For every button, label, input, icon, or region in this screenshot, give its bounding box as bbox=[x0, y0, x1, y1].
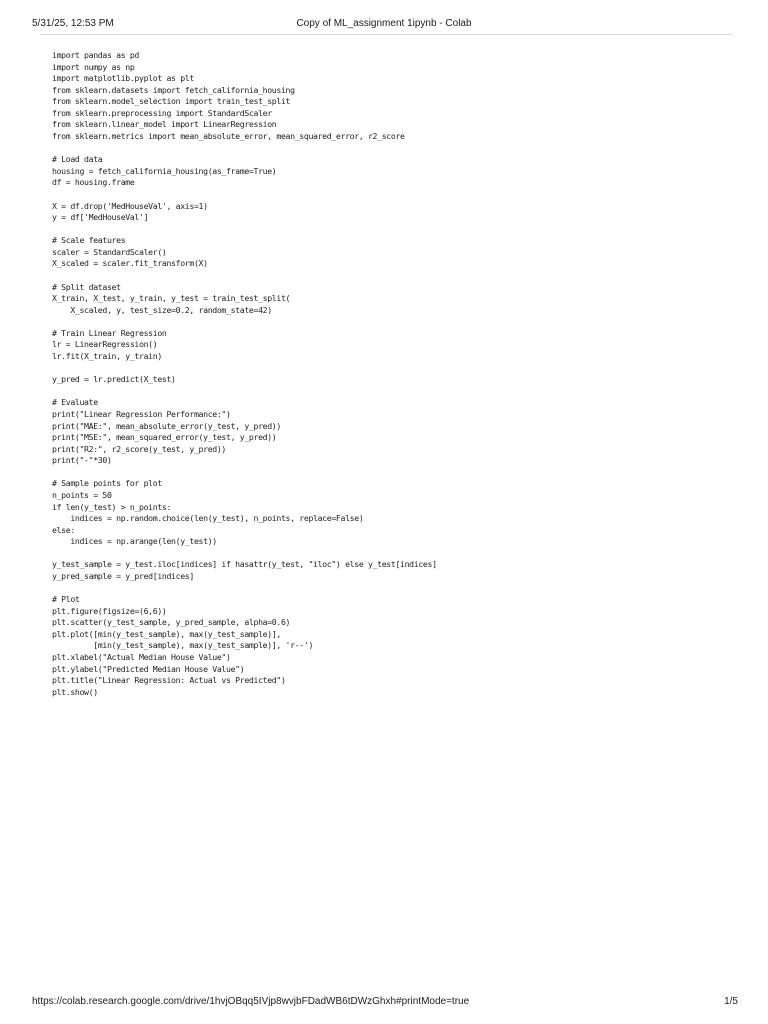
code-line bbox=[52, 386, 712, 398]
document-title: Copy of ML_assignment 1ipynb - Colab bbox=[296, 18, 472, 29]
code-line: # Scale features bbox=[52, 235, 126, 246]
code-line: plt.xlabel("Actual Median House Value") bbox=[52, 652, 231, 663]
code-line: # Split dataset bbox=[52, 281, 121, 292]
code-cell[interactable] bbox=[52, 50, 712, 698]
code-line: [min(y_test_sample), max(y_test_sample)], 'r--') bbox=[52, 640, 314, 651]
code-line: y_pred_sample = y_pred[indices] bbox=[52, 571, 194, 582]
print-footer bbox=[32, 995, 738, 1009]
code-line: X_scaled, y, test_size=0.2, random_state=42) bbox=[52, 304, 272, 315]
code-line: print("R2:", r2_score(y_test, y_pred)) bbox=[52, 443, 227, 454]
code-line: plt.figure(figsize=(6,6)) bbox=[52, 605, 167, 616]
code-line: plt.scatter(y_test_sample, y_pred_sample, alpha=0.6) bbox=[52, 617, 291, 628]
code-line bbox=[52, 363, 712, 375]
code-line: X_scaled = scaler.fit_transform(X) bbox=[52, 258, 208, 269]
code-line: import pandas as pd bbox=[52, 50, 140, 60]
code-line bbox=[52, 224, 712, 236]
code-line: from sklearn.linear_model import LinearRegression bbox=[52, 119, 277, 130]
code-line: # Sample points for plot bbox=[52, 478, 162, 489]
code-line: print("-"*30) bbox=[52, 455, 112, 466]
code-line bbox=[52, 189, 712, 201]
code-line: # Plot bbox=[52, 594, 80, 605]
code-line: indices = np.arange(len(y_test)) bbox=[52, 536, 217, 547]
code-line: y_test_sample = y_test.iloc[indices] if hasattr(y_test, "iloc") else y_test[indices] bbox=[52, 559, 437, 570]
code-line: import numpy as np bbox=[52, 61, 135, 72]
code-line: indices = np.random.choice(len(y_test), n_points, replace=False) bbox=[52, 513, 364, 524]
code-line: X = df.drop('MedHouseVal', axis=1) bbox=[52, 200, 208, 211]
code-line: else: bbox=[52, 524, 75, 535]
code-line: print("MSE:", mean_squared_error(y_test, y_pred)) bbox=[52, 432, 277, 443]
code-line: housing = fetch_california_housing(as_frame=True) bbox=[52, 165, 277, 176]
code-line: # Train Linear Regression bbox=[52, 327, 167, 338]
code-line: n_points = 50 bbox=[52, 489, 112, 500]
code-line: from sklearn.metrics import mean_absolute_error, mean_squared_error, r2_score bbox=[52, 131, 405, 142]
code-line: import matplotlib.pyplot as plt bbox=[52, 73, 194, 84]
page-url: https://colab.research.google.com/drive/1hvjOBqq5IVjp8wvjbFDadWB6tDWzGhxh#printMode=true bbox=[32, 996, 470, 1007]
code-line: from sklearn.datasets import fetch_california_housing bbox=[52, 84, 295, 95]
code-line: from sklearn.model_selection import train_test_split bbox=[52, 96, 291, 107]
code-line: X_train, X_test, y_train, y_test = train_test_split( bbox=[52, 293, 291, 304]
code-line: y_pred = lr.predict(X_test) bbox=[52, 374, 176, 385]
code-line: if len(y_test) > n_points: bbox=[52, 501, 172, 512]
code-line: df = housing.frame bbox=[52, 177, 135, 188]
print-datetime: 5/31/25, 12:53 PM bbox=[32, 18, 114, 29]
header-divider bbox=[40, 34, 732, 35]
code-line bbox=[52, 143, 712, 155]
code-line: # Load data bbox=[52, 154, 103, 165]
code-line: from sklearn.preprocessing import StandardScaler bbox=[52, 107, 272, 118]
print-header bbox=[32, 17, 736, 31]
page-number: 1/5 bbox=[724, 996, 738, 1007]
code-line: plt.ylabel("Predicted Median House Value") bbox=[52, 663, 245, 674]
code-line: plt.title("Linear Regression: Actual vs Predicted") bbox=[52, 675, 286, 686]
code-line: scaler = StandardScaler() bbox=[52, 246, 167, 257]
code-line bbox=[52, 583, 712, 595]
code-line: plt.plot([min(y_test_sample), max(y_test_sample)], bbox=[52, 628, 281, 639]
code-line bbox=[52, 467, 712, 479]
code-line bbox=[52, 316, 712, 328]
code-line bbox=[52, 548, 712, 560]
code-line: # Evaluate bbox=[52, 397, 98, 408]
code-line: plt.show() bbox=[52, 686, 98, 697]
code-line: y = df['MedHouseVal'] bbox=[52, 212, 149, 223]
code-line bbox=[52, 270, 712, 282]
code-line: lr.fit(X_train, y_train) bbox=[52, 351, 162, 362]
code-line: lr = LinearRegression() bbox=[52, 339, 158, 350]
code-line: print("Linear Regression Performance:") bbox=[52, 408, 231, 419]
code-line: print("MAE:", mean_absolute_error(y_test, y_pred)) bbox=[52, 420, 281, 431]
